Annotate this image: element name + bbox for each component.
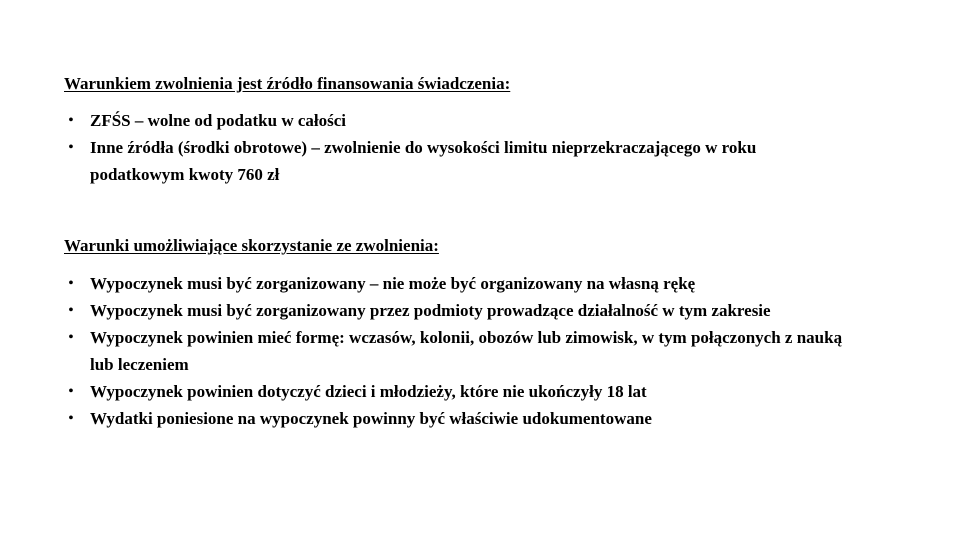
bullet-icon: • (68, 276, 74, 291)
list-item (64, 378, 844, 405)
financing-source-list (64, 107, 844, 188)
exemption-conditions-list (64, 270, 844, 432)
list-item (64, 324, 844, 378)
exemption-conditions-heading: Warunki umożliwiające skorzystanie ze zwolnienia: (64, 236, 439, 255)
list-item (64, 270, 844, 297)
list-item (64, 134, 844, 188)
list-item-text: Inne źródła (środki obrotowe) – zwolnienie do wysokości limitu nieprzekraczającego w roku podatkowym kwoty 760 zł (90, 138, 757, 184)
list-item (64, 107, 844, 134)
list-item-text: Wypoczynek musi być zorganizowany przez podmioty prowadzące działalność w tym zakresie (90, 301, 771, 320)
list-item-text: Wydatki poniesione na wypoczynek powinny być właściwie udokumentowane (90, 409, 652, 428)
bullet-icon: • (68, 384, 74, 399)
bullet-icon: • (68, 113, 74, 128)
list-item-text: Wypoczynek musi być zorganizowany – nie może być organizowany na własną rękę (90, 274, 696, 293)
list-item-text: Wypoczynek powinien dotyczyć dzieci i młodzieży, które nie ukończyły 18 lat (90, 382, 647, 401)
financing-source-heading: Warunkiem zwolnienia jest źródło finansowania świadczenia: (64, 74, 511, 93)
list-item (64, 297, 844, 324)
bullet-icon: • (68, 140, 74, 155)
bullet-icon: • (68, 303, 74, 318)
bullet-icon: • (68, 411, 74, 426)
list-item-text: ZFŚS – wolne od podatku w całości (90, 111, 346, 130)
list-item (64, 405, 844, 432)
bullet-icon: • (68, 330, 74, 345)
list-item-text: Wypoczynek powinien mieć formę: wczasów, kolonii, obozów lub zimowisk, w tym połączonych z nauką lub leczeniem (90, 328, 843, 374)
